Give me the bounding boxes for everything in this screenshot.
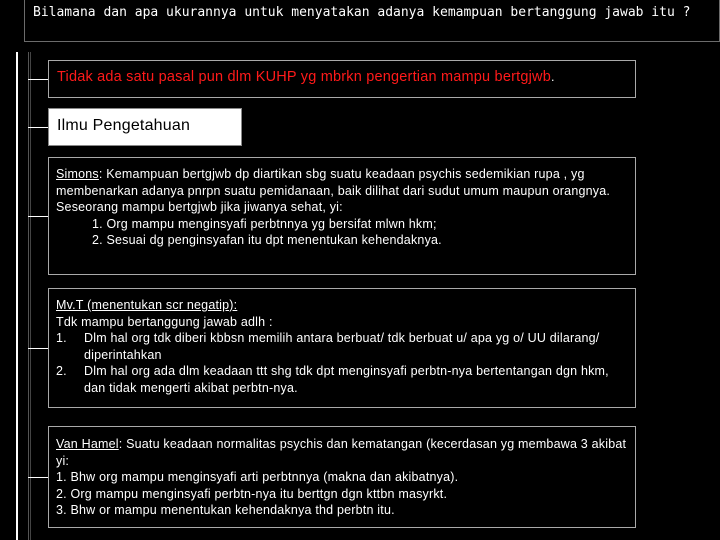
mvt-item-1-number: 1. <box>56 331 67 345</box>
simons-item-1: 1. Org mampu menginsyafi perbtnnya yg bersifat mlwn hkm; <box>92 216 437 231</box>
tree-connector-1 <box>28 79 48 80</box>
vanhamel-paragraph <box>56 436 628 469</box>
vanhamel-name: Van Hamel <box>56 437 119 451</box>
left-tree-line <box>28 52 29 540</box>
vanhamel-box <box>48 426 636 528</box>
mvt-item-1-text: Dlm hal org tdk diberi kbbsn memilih antara berbuat/ tdk berbuat u/ apa yg o/ UU dilarang/ diperintahkan <box>84 331 600 362</box>
mvt-heading <box>56 297 628 314</box>
kuhp-statement: Tidak ada satu pasal pun dlm KUHP yg mbrkn pengertian mampu bertgjwb <box>57 69 551 85</box>
mvt-box <box>48 288 636 408</box>
simons-name: Simons <box>56 167 99 181</box>
ilmu-pengetahuan-label: Ilmu Pengetahuan <box>57 117 191 134</box>
kuhp-period: . <box>550 70 555 84</box>
mvt-name: Mv.T <box>56 298 88 312</box>
mvt-intro: (menentukan scr negatip): <box>87 298 238 312</box>
simons-box <box>48 157 636 275</box>
simons-item-2: 2. Sesuai dg penginsyafan itu dpt menentukan kehendaknya. <box>92 233 442 247</box>
kuhp-box <box>48 60 636 98</box>
slide-title <box>24 0 720 42</box>
vanhamel-item-1: 1. Bhw org mampu menginsyafi arti perbtnnya (makna dan akibatnya). <box>56 470 459 484</box>
mvt-item-2-number: 2. <box>56 364 67 378</box>
tree-connector-3 <box>28 216 48 217</box>
simons-line2: Seseorang mampu bertgjwb jika jiwanya sehat, yi: <box>56 200 343 214</box>
slide-title-text: Bilamana dan apa ukurannya untuk menyatakan adanya kemampuan bertanggung jawab itu ? <box>33 5 691 20</box>
mvt-line2: Tdk mampu bertanggung jawab adlh : <box>56 314 273 329</box>
vanhamel-item-2: 2. Org mampu menginsyafi perbtn-nya itu berttgn dgn kttbn masyrkt. <box>56 486 448 501</box>
simons-intro: : Kemampuan bertgjwb dp diartikan sbg suatu keadaan psychis sedemikian rupa , yg membenarkan adanya pnrpn suatu pemidanaan, baik dilihat dari sudut umum maupun orangnya. <box>56 167 611 198</box>
vanhamel-intro: : Suatu keadaan normalitas psychis dan kematangan (kecerdasan yg membawa 3 akibat yi: <box>56 437 627 468</box>
tree-connector-4 <box>28 348 48 349</box>
mvt-item-2 <box>56 363 628 396</box>
tree-connector-2 <box>28 127 48 128</box>
tree-connector-5 <box>28 477 48 478</box>
mvt-item-2-text: Dlm hal org ada dlm keadaan ttt shg tdk dpt menginsyafi perbtn-nya bertentangan dgn hkm, dan tidak mengerti akibat perbtn-nya. <box>84 364 609 395</box>
mvt-item-1 <box>56 330 628 363</box>
ilmu-pengetahuan-box <box>48 108 242 146</box>
simons-paragraph <box>56 166 628 199</box>
vanhamel-item-3: 3. Bhw or mampu menentukan kehendaknya thd perbtn itu. <box>56 503 395 517</box>
